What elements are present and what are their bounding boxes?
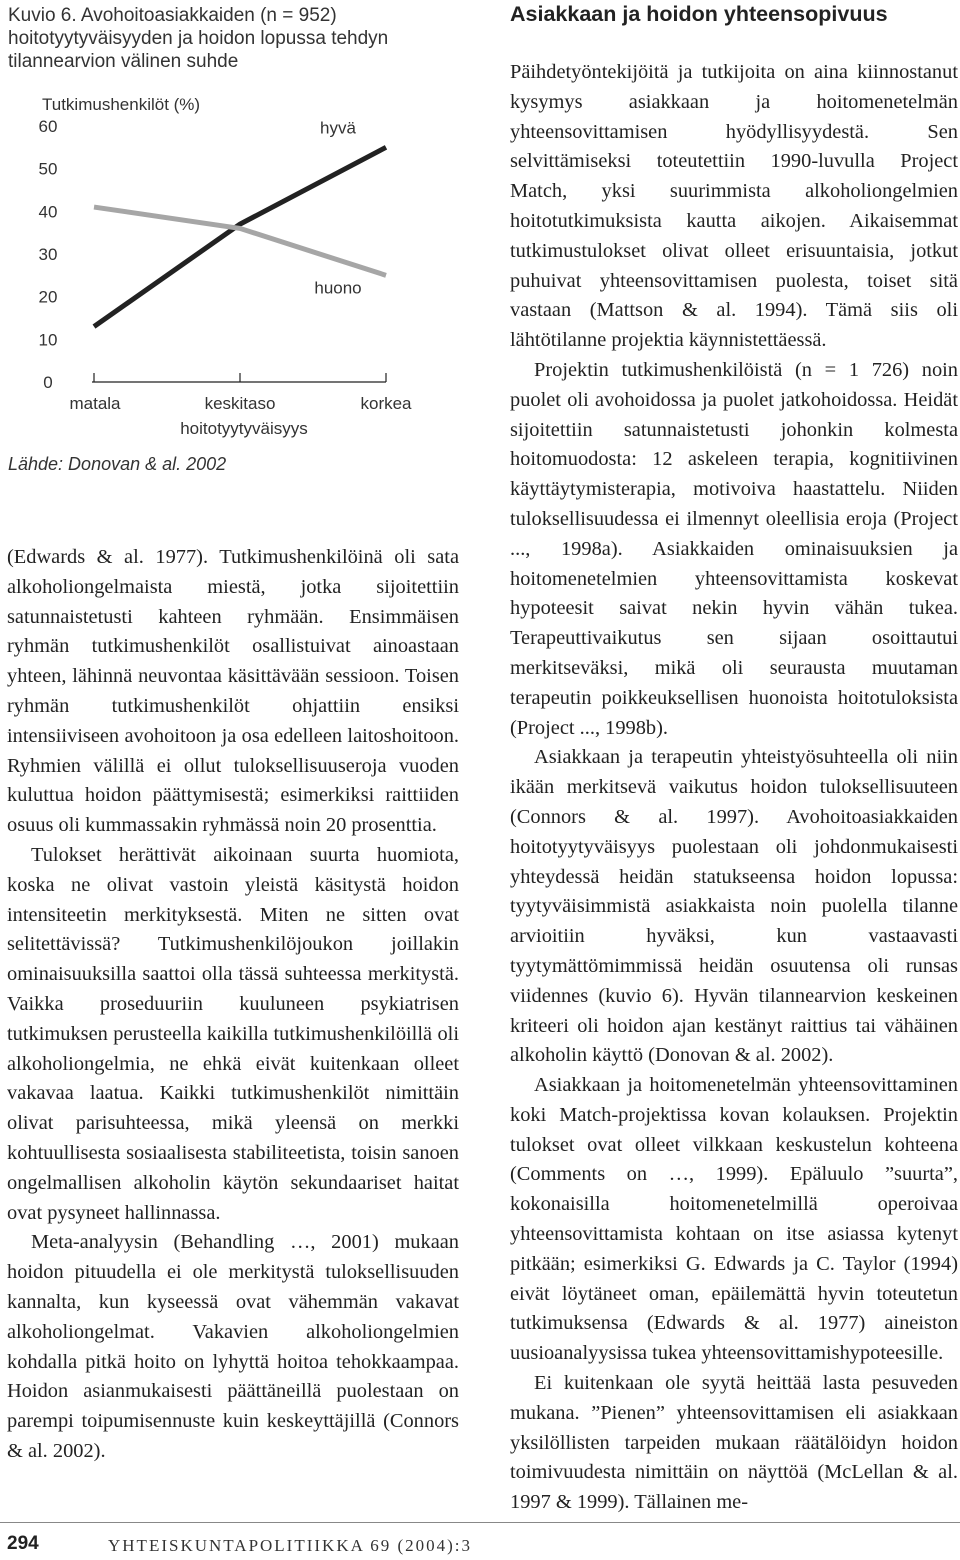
- y-tick-label: 10: [38, 330, 58, 350]
- left-paragraph-1: (Edwards & al. 1977). Tutkimushenkilöinä oli sata alkoholiongelmaista miestä, jotka sijoitettiin satunnaistetusti kahteen ryhmään. Ensimmäisen ryhmän tutkimushenkilöt osallistuivat ainoastaan yhteen, lähinnä neuvontaa käsittävään sessioon. Toisen ryhmän tutkimushenkilöt ohjattiin ensiksi intensiiviseen avohoitoon ja osa edelleen laitoshoitoon. Ryhmien välillä ei ollut tuloksellisuuseroja vuoden kuluttua hoidon päättymisestä; esimerkiksi raittiiden osuus oli kummassakin ryhmässä noin 20 prosenttia.: [7, 546, 459, 837]
- y-tick-label: 20: [38, 287, 58, 307]
- series-label-hyvä: hyvä: [320, 118, 356, 138]
- section-heading: Asiakkaan ja hoidon yhteensopivuus: [510, 2, 888, 26]
- series-label-huono: huono: [314, 278, 362, 298]
- x-tick-label: korkea: [360, 394, 412, 413]
- figure-source: Lähde: Donovan & al. 2002: [8, 454, 227, 474]
- x-tick-label: matala: [69, 394, 121, 413]
- series-line-huono: [94, 207, 386, 275]
- page-number: 294: [7, 1533, 39, 1554]
- left-paragraph-3: Meta-analyysin (Behandling …, 2001) mukaan hoidon pituudella ei ole merkitystä tuloksellisuuden kannalta, kun kyseessä ovat vähemmän vakavat alkoholiongelmat. Vakavien alkoholiongelmien kohdalla pitkä hoito on lyhyttä hoitoa tehokkaampaa. Hoidon asianmukaisesti päättäneillä puolestaan on parempi toipumisennuste kuin keskeyttäjillä (Connors & al. 2002).: [7, 1231, 459, 1462]
- figure-caption: Kuvio 6. Avohoitoasiakkaiden (n = 952) hoitotyytyväisyyden ja hoidon lopussa tehdyn tilannearvion välinen suhde: [8, 5, 389, 72]
- x-tick-label: keskitaso: [204, 394, 276, 413]
- line-chart: [0, 0, 470, 450]
- y-tick-label: 0: [43, 373, 53, 392]
- right-column: [510, 58, 958, 1518]
- right-paragraph-2: Projektin tutkimushenkilöistä (n = 1 726) noin puolet oli avohoidossa ja puolet jatkohoidossa. Heidät sijoitettiin satunnaistetusti johonkin kolmesta hoitomuodosta: 12 askeleen terapia, kognitiivinen käyttäytymisterapia, motivoiva haastattelu. Niiden tuloksellisuudessa ei ilmennyt oleellisia eroja (Project ..., 1998a). Asiakkaiden ominaisuuksien ja hoitomenetelmien yhteensovittamista koskevat hypoteesit saivat nekin hyvin vähän tukea. Terapeuttivaikutus sen sijaan osoittautui merkitseväksi, mikä oli seurausta muutaman terapeutin poikkeuksellisen huonoista hoitotuloksista (Project ..., 1998b).: [510, 358, 958, 739]
- journal-name: YHTEISKUNTAPOLITIIKKA 69 (2004):3: [108, 1536, 472, 1555]
- y-axis-label: Tutkimushenkilöt (%): [42, 95, 201, 114]
- series-line-hyvä: [94, 147, 386, 326]
- right-paragraph-4: Asiakkaan ja hoitomenetelmän yhteensovittaminen koki Match-projektissa kovan kolauksen. Projektin tulokset ovat olleet vilkkaan keskustelun kohteena (Comments on …, 1999). Epäluulo ”suurta”, kokonaisilla hoitomenetelmillä operoivaa yhteensovittamista kohtaan on itse asiassa kytenyt pitkään; esimerkiksi G. Edwards ja C. Taylor (1994) eivät löytäneet oman, epäilemättä hyvin toteutetun tutkimuksensa (Edwards & al. 1977) aineiston uusioanalyysissa tukea yhteensovittamishypoteesille.: [510, 1074, 958, 1365]
- left-paragraph-2: Tulokset herättivät aikoinaan suurta huomiota, koska ne olivat vastoin yleistä käsitystä hoidon intensiteetin merkityksestä. Miten ne sitten ovat selitettävissä? Tutkimushenkilöjoukon joillakin ominaisuuksilla saattoi olla tässä suhteessa merkitystä. Vaikka proseduuriin kuuluneen psykiatrisen tutkimuksen perusteella kaikilla tutkimushenkilöillä oli alkoholiongelmia, ne ehkä eivät kuitenkaan olleet vakavaa laatua. Kaikki tutkimushenkilöt nimittäin olivat parisuhteessa, mikä yleensä on merkki kohtuullisesta sosiaalisesta stabiliteetista, toisin sanoen ongelmallisen alkoholin käytön sekundaariset haitat ovat pysyneet hallinnassa.: [7, 843, 459, 1224]
- right-paragraph-3: Asiakkaan ja terapeutin yhteistyösuhteella oli niin ikään merkitsevä vaikutus hoidon tuloksellisuuteen (Connors & al. 1997). Avohoitoasiakkaiden hoitotyytyväisyys puolestaan oli johdonmukaisesti yhteydessä heidän statukseensa hoidon lopussa: tyytyväisimmistä asiakkaista noin puolella tilanne arvioitiin hyväksi, kun vastaavasti tyytymättömimmissä heidän osuutensa oli runsas viidennes (kuvio 6). Hyvän tilannearvion keskeinen kriteeri oli hoidon ajan kestänyt raittius tai vähäinen alkoholin käyttö (Donovan & al. 2002).: [510, 746, 958, 1067]
- y-tick-label: 40: [38, 202, 58, 222]
- footer-rule: [0, 1522, 960, 1523]
- y-tick-label: 50: [38, 159, 58, 179]
- left-column: [7, 543, 459, 1467]
- right-paragraph-5: Ei kuitenkaan ole syytä heittää lasta pesuveden mukana. ”Pienen” yhteensovittamisen eli asiakkaan yksilöllisten tarpeiden mukaan räätälöidyn hoidon toimivuudesta nimittäin on näyttöä (McLellan & al. 1997 & 1999). Tällainen me-: [510, 1372, 958, 1514]
- right-paragraph-1: Päihdetyöntekijöitä ja tutkijoita on aina kiinnostanut kysymys asiakkaan ja hoitomenetelmän yhteensovittamisen hyödyllisyydestä. Sen selvittämiseksi toteutettiin 1990-luvulla Project Match, yksi suurimmista alkoholiongelmien hoitotutkimuksista kautta aikojen. Aikaisemmat tutkimustulokset olivat olleet erisuuntaisia, jotkut puhuivat yhteensovittamisen puolesta, toiset sitä vastaan (Mattson & al. 1994). Tämä siis oli lähtötilanne projektia käynnistettäessä.: [510, 61, 958, 352]
- x-axis-label: hoitotyytyväisyys: [180, 419, 308, 438]
- y-tick-label: 60: [38, 117, 58, 136]
- y-tick-label: 30: [38, 245, 58, 264]
